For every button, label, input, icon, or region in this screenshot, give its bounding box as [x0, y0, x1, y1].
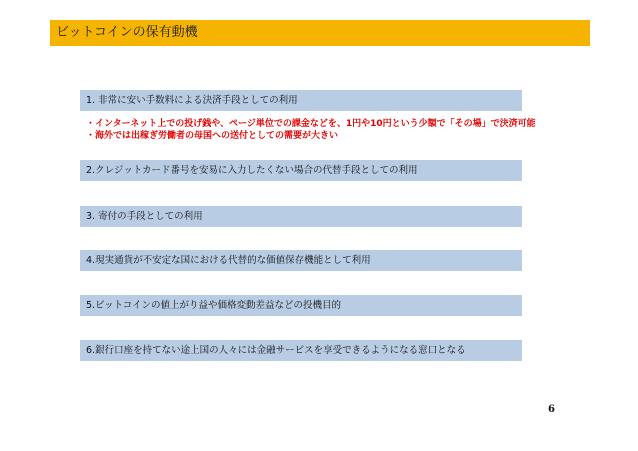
motive-item-1: 1. 非常に安い手数料による決済手段としての利用 [80, 90, 522, 111]
motive-item-4: 4.現実通貨が不安定な国における代替的な価値保存機能として利用 [80, 250, 522, 271]
page-number: 6 [548, 404, 555, 415]
slide-title: ビットコインの保有動機 [50, 20, 590, 46]
motive-item-3: 3. 寄付の手段としての利用 [80, 206, 522, 227]
motive-item-5: 5.ビットコインの値上がり益や価格変動差益などの投機目的 [80, 295, 522, 316]
note-remittance: ・海外では出稼ぎ労働者の母国への送付としての需要が大きい [86, 131, 339, 141]
motive-item-6: 6.銀行口座を持てない途上国の人々には金融サービスを享受できるようになる窓口となる [80, 340, 522, 361]
motive-item-2: 2.クレジットカード番号を安易に入力したくない場合の代替手段としての利用 [80, 160, 522, 181]
note-micropayment: ・インターネット上での投げ銭や、ページ単位での課金などを、1円や10円という少額で「その場」で決済可能 [86, 119, 536, 129]
